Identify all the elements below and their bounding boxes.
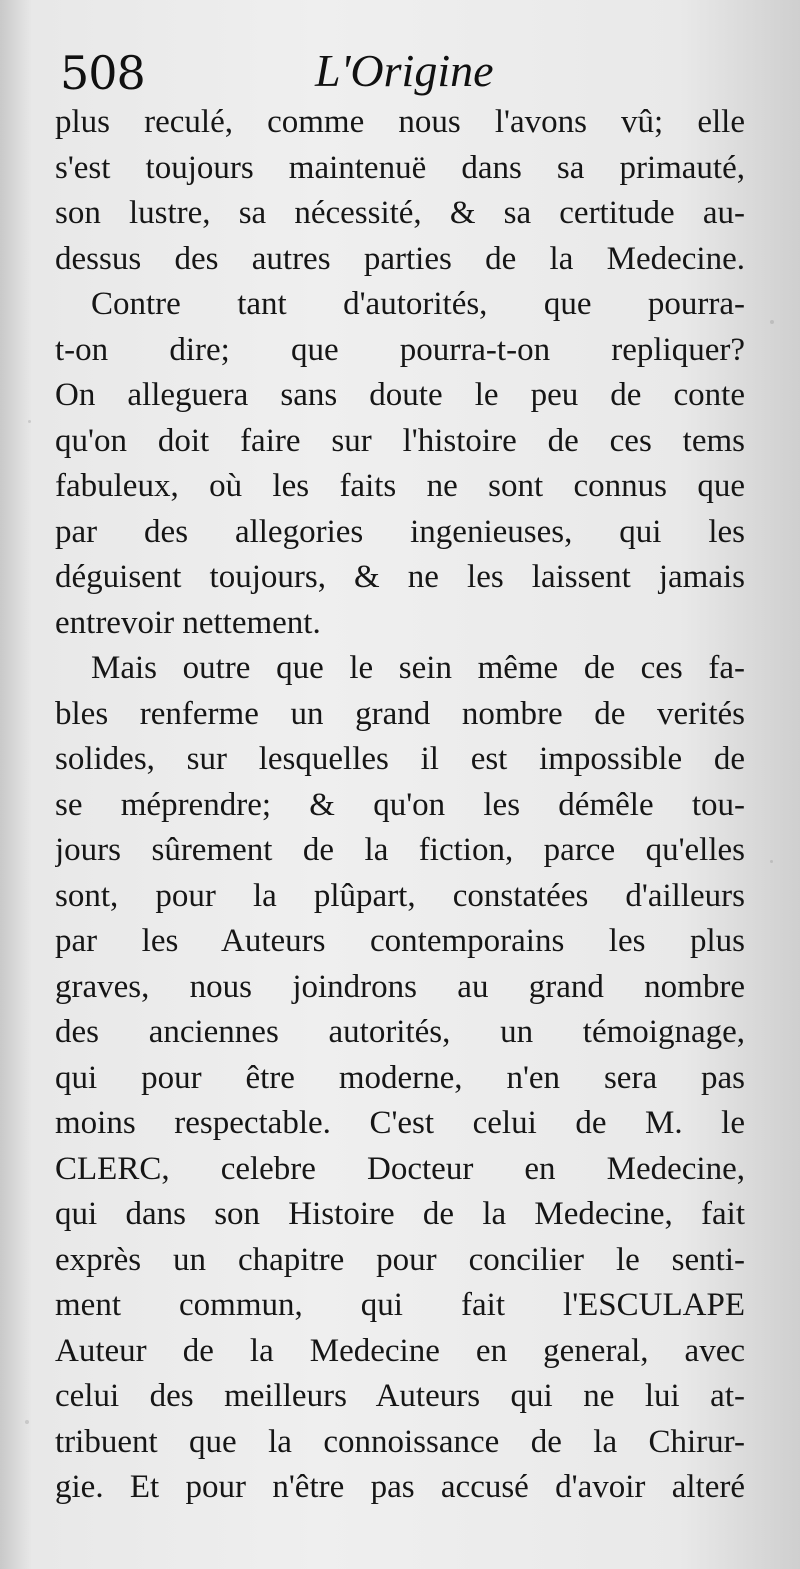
text-line: Mais outre que le sein même de ces fa- xyxy=(91,650,745,686)
text-line: se méprendre; & qu'on les démêle tou- xyxy=(55,786,745,823)
text-line: t-on dire; que pourra-t-on repliquer? xyxy=(55,331,745,368)
text-line: Contre tant d'autorités, que pourra- xyxy=(91,286,745,322)
paper-speck xyxy=(28,420,31,423)
text-line: s'est toujours maintenuë dans sa primauté, xyxy=(55,149,745,186)
text-line: On alleguera sans doute le peu de conte xyxy=(55,377,745,413)
text-line: sont, pour la plûpart, constatées d'ailleurs xyxy=(55,877,745,914)
text-line: graves, nous joindrons au grand nombre xyxy=(55,968,745,1005)
text-line: son lustre, sa nécessité, & sa certitude au- xyxy=(55,195,745,231)
running-title: L'Origine xyxy=(315,45,494,96)
text-line: Auteur de la Medecine en general, avec xyxy=(55,1332,745,1369)
text-line: par des allegories ingenieuses, qui les xyxy=(55,513,745,550)
text-line: par les Auteurs contemporains les plus xyxy=(55,923,745,959)
text-line: bles renferme un grand nombre de verités xyxy=(55,695,745,732)
text-line: qui dans son Histoire de la Medecine, fait xyxy=(55,1196,745,1232)
text-line: exprès un chapitre pour concilier le senti- xyxy=(55,1241,745,1278)
text-line: tribuent que la connoissance de la Chirur- xyxy=(55,1423,745,1460)
text-line: qu'on doit faire sur l'histoire de ces tems xyxy=(55,422,745,459)
text-line: ment commun, qui fait l'ESCULAPE xyxy=(55,1287,745,1323)
page-number: 508 xyxy=(60,46,145,100)
text-line: solides, sur lesquelles il est impossible de xyxy=(55,741,745,777)
text-line: fabuleux, où les faits ne sont connus que xyxy=(55,468,745,504)
paper-speck xyxy=(25,1420,29,1424)
text-line: celui des meilleurs Auteurs qui ne lui at- xyxy=(55,1378,745,1414)
body-text xyxy=(55,100,745,1511)
paper-speck xyxy=(770,320,774,324)
text-line: gie. Et pour n'être pas accusé d'avoir alteré xyxy=(55,1469,745,1505)
text-line: moins respectable. C'est celui de M. le xyxy=(55,1105,745,1141)
text-line: plus reculé, comme nous l'avons vû; elle xyxy=(55,104,745,140)
text-line: déguisent toujours, & ne les laissent jamais xyxy=(55,559,745,595)
text-line: jours sûrement de la fiction, parce qu'elles xyxy=(55,832,745,868)
text-line: des anciennes autorités, un témoignage, xyxy=(55,1014,745,1050)
paper-speck xyxy=(770,860,773,863)
text-line: qui pour être moderne, n'en sera pas xyxy=(55,1059,745,1096)
text-line: CLERC, celebre Docteur en Medecine, xyxy=(55,1150,745,1187)
page-header xyxy=(60,42,750,98)
text-line: entrevoir nettement. xyxy=(55,604,321,641)
text-line: dessus des autres parties de la Medecine. xyxy=(55,240,745,277)
